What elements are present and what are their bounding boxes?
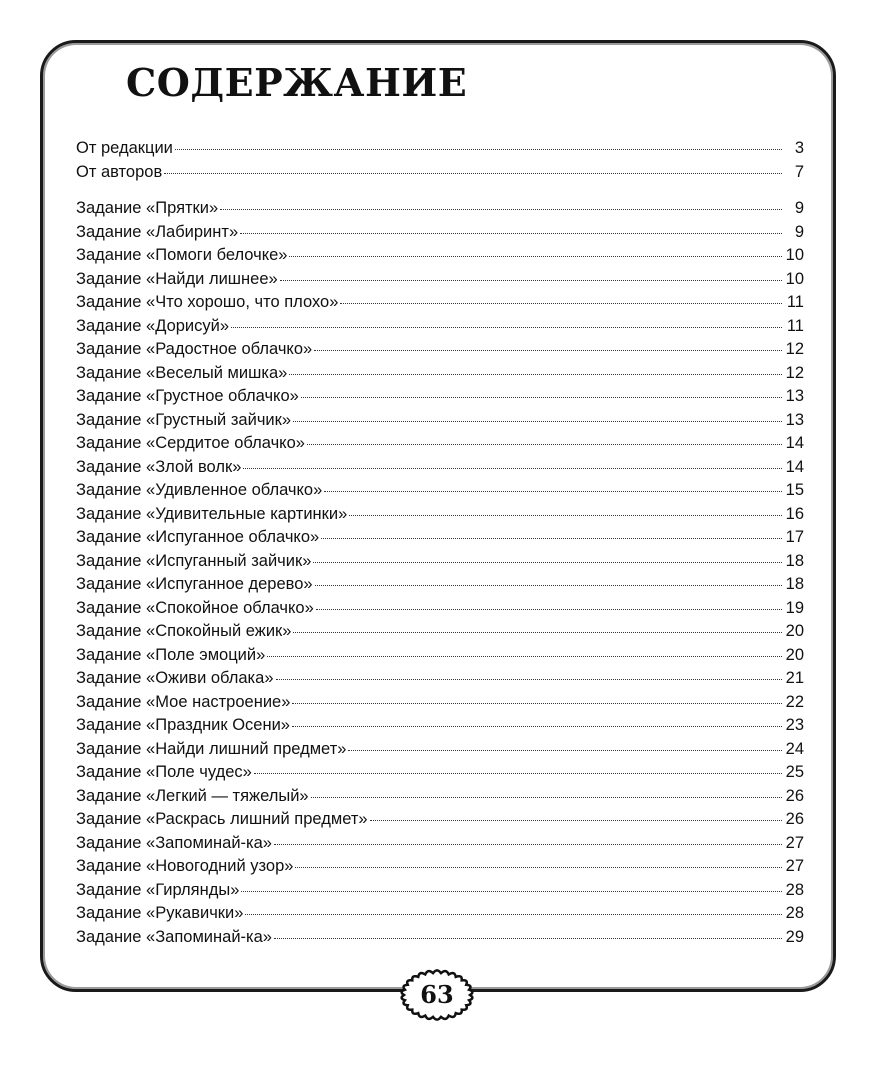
- toc-entry-title: Задание «Гирлянды»: [76, 880, 240, 899]
- toc-entry-page: 20: [785, 645, 804, 664]
- toc-entry-title: Задание «Спокойное облачко»: [76, 598, 314, 617]
- toc-entry: [76, 362, 804, 386]
- toc-entry-title: Задание «Помоги белочке»: [76, 246, 288, 264]
- toc-entry-title: Задание «Сердитое облачко»: [76, 434, 305, 452]
- toc-dot-leader: [293, 421, 782, 422]
- toc-entry-title: Задание «Лабиринт»: [76, 222, 239, 241]
- toc-entry-page: 27: [785, 833, 804, 852]
- toc-entry-page: 12: [785, 340, 804, 358]
- toc-entry-page: 27: [785, 857, 804, 875]
- toc-entry: [76, 926, 804, 950]
- toc-entry: [76, 161, 804, 185]
- toc-entry-page: 23: [785, 716, 804, 734]
- toc-entry: [76, 902, 804, 926]
- toc-entry-page: 26: [785, 810, 804, 828]
- toc-entry-title: Задание «Грустный зайчик»: [76, 410, 292, 429]
- toc-entry: [76, 691, 804, 715]
- toc-dot-leader: [240, 233, 782, 234]
- toc-entry-page: 21: [785, 669, 804, 687]
- toc-entry: [76, 137, 804, 161]
- toc-entry-page: 10: [785, 269, 804, 288]
- toc-dot-leader: [301, 397, 782, 398]
- toc-dot-leader: [289, 374, 782, 375]
- toc-entry-page: 13: [785, 410, 804, 429]
- toc-entry: [76, 432, 804, 456]
- toc-dot-leader: [349, 515, 782, 516]
- table-of-contents: [76, 137, 804, 949]
- toc-entry-page: 3: [794, 139, 804, 157]
- toc-entry: [76, 526, 804, 550]
- toc-dot-leader: [311, 797, 782, 798]
- toc-dot-leader: [295, 867, 782, 868]
- toc-entry-page: 19: [785, 598, 804, 617]
- toc-entry-title: Задание «Удивленное облачко»: [76, 481, 323, 499]
- toc-entry-title: Задание «Испуганное облачко»: [76, 528, 320, 546]
- toc-entry-title: Задание «Поле эмоций»: [76, 645, 266, 664]
- toc-entry-title: Задание «Рукавички»: [76, 904, 244, 922]
- toc-entry-title: Задание «Веселый мишка»: [76, 363, 288, 382]
- toc-entry-page: 29: [785, 927, 804, 946]
- toc-dot-leader: [241, 891, 782, 892]
- toc-entry: [76, 338, 804, 362]
- toc-dot-leader: [316, 609, 782, 610]
- toc-entry-title: Задание «Найди лишнее»: [76, 269, 278, 288]
- toc-entry: [76, 479, 804, 503]
- toc-entry-title: Задание «Спокойный ежик»: [76, 622, 292, 640]
- toc-dot-leader: [293, 632, 782, 633]
- toc-entry-title: Задание «Что хорошо, что плохо»: [76, 293, 339, 311]
- toc-entry-title: Задание «Дорисуй»: [76, 316, 230, 335]
- toc-entry: [76, 738, 804, 762]
- toc-entry-page: 10: [785, 246, 804, 264]
- toc-entry-page: 18: [785, 575, 804, 593]
- toc-entry-title: Задание «Испуганный зайчик»: [76, 551, 312, 570]
- toc-entry: [76, 456, 804, 480]
- toc-dot-leader: [175, 149, 782, 150]
- toc-entry-title: От авторов: [76, 162, 163, 181]
- toc-dot-leader: [231, 327, 782, 328]
- page-number-badge: [398, 967, 476, 1023]
- toc-entry-page: 15: [785, 481, 804, 499]
- toc-entry-title: Задание «Удивительные картинки»: [76, 504, 348, 523]
- toc-entry: [76, 221, 804, 245]
- toc-entry-page: 13: [785, 387, 804, 405]
- toc-entry-page: 9: [794, 222, 804, 241]
- toc-entry: [76, 644, 804, 668]
- toc-entry: [76, 785, 804, 809]
- toc-entry-page: 24: [785, 739, 804, 758]
- toc-entry-page: 14: [785, 434, 804, 452]
- toc-entry-title: Задание «Запоминай-ка»: [76, 927, 272, 946]
- toc-entry: [76, 385, 804, 409]
- toc-entry: [76, 879, 804, 903]
- toc-entry-title: Задание «Мое настроение»: [76, 692, 291, 711]
- toc-entry: [76, 667, 804, 691]
- toc-dot-leader: [243, 468, 782, 469]
- toc-entry-title: Задание «Найди лишний предмет»: [76, 739, 347, 758]
- toc-entry: [76, 855, 804, 879]
- toc-entry: [76, 315, 804, 339]
- toc-entry-page: 11: [786, 316, 804, 335]
- toc-entry-title: Задание «Грустное облачко»: [76, 387, 299, 405]
- toc-entry-title: От редакции: [76, 139, 173, 157]
- toc-dot-leader: [324, 491, 782, 492]
- toc-entry-page: 20: [785, 622, 804, 640]
- toc-entry: [76, 503, 804, 527]
- toc-entry-page: 9: [794, 199, 804, 217]
- toc-entry-title: Задание «Поле чудес»: [76, 763, 252, 781]
- toc-entry-page: 26: [785, 786, 804, 805]
- page-number: 63: [420, 980, 454, 1009]
- toc-entry-page: 7: [794, 162, 804, 181]
- toc-entry-title: Задание «Праздник Осени»: [76, 716, 290, 734]
- toc-dot-leader: [370, 820, 782, 821]
- toc-dot-leader: [292, 703, 782, 704]
- toc-dot-leader: [280, 280, 782, 281]
- toc-dot-leader: [314, 350, 782, 351]
- toc-entry-title: Задание «Испуганное дерево»: [76, 575, 313, 593]
- toc-entry: [76, 832, 804, 856]
- toc-entry: [76, 714, 804, 738]
- toc-dot-leader: [254, 773, 782, 774]
- toc-entry: [76, 268, 804, 292]
- toc-entry: [76, 808, 804, 832]
- toc-entry: [76, 550, 804, 574]
- toc-entry-title: Задание «Оживи облака»: [76, 669, 274, 687]
- toc-dot-leader: [267, 656, 782, 657]
- toc-entry-page: 25: [785, 763, 804, 781]
- toc-dot-leader: [313, 562, 782, 563]
- toc-dot-leader: [292, 726, 782, 727]
- toc-intro-group: [76, 137, 804, 184]
- toc-entry: [76, 761, 804, 785]
- toc-entry-page: 11: [786, 293, 804, 311]
- toc-dot-leader: [220, 209, 782, 210]
- toc-entry-page: 28: [785, 904, 804, 922]
- toc-entry-title: Задание «Новогодний узор»: [76, 857, 294, 875]
- toc-dot-leader: [274, 938, 782, 939]
- toc-entry: [76, 409, 804, 433]
- toc-entry-page: 18: [785, 551, 804, 570]
- toc-entry-title: Задание «Раскрась лишний предмет»: [76, 810, 368, 828]
- toc-entry-title: Задание «Легкий — тяжелый»: [76, 786, 309, 805]
- toc-dot-leader: [274, 844, 782, 845]
- toc-entry: [76, 197, 804, 221]
- toc-entry: [76, 597, 804, 621]
- toc-entry-title: Задание «Злой волк»: [76, 457, 242, 476]
- toc-entry: [76, 244, 804, 268]
- toc-entry-page: 28: [785, 880, 804, 899]
- toc-entry-page: 14: [785, 457, 804, 476]
- toc-entry: [76, 573, 804, 597]
- toc-entry: [76, 291, 804, 315]
- toc-tasks-group: [76, 197, 804, 949]
- toc-dot-leader: [164, 173, 782, 174]
- toc-entry-title: Задание «Радостное облачко»: [76, 340, 313, 358]
- toc-dot-leader: [321, 538, 782, 539]
- toc-dot-leader: [289, 256, 782, 257]
- toc-entry: [76, 620, 804, 644]
- toc-dot-leader: [340, 303, 782, 304]
- toc-dot-leader: [245, 914, 782, 915]
- toc-entry-page: 12: [785, 363, 804, 382]
- page-title: СОДЕРЖАНИЕ: [126, 60, 468, 105]
- toc-entry-title: Задание «Запоминай-ка»: [76, 833, 272, 852]
- toc-entry-page: 22: [785, 692, 804, 711]
- toc-dot-leader: [315, 585, 782, 586]
- toc-dot-leader: [307, 444, 782, 445]
- toc-entry-page: 17: [785, 528, 804, 546]
- toc-dot-leader: [348, 750, 782, 751]
- toc-dot-leader: [276, 679, 783, 680]
- toc-entry-title: Задание «Прятки»: [76, 199, 219, 217]
- toc-entry-page: 16: [785, 504, 804, 523]
